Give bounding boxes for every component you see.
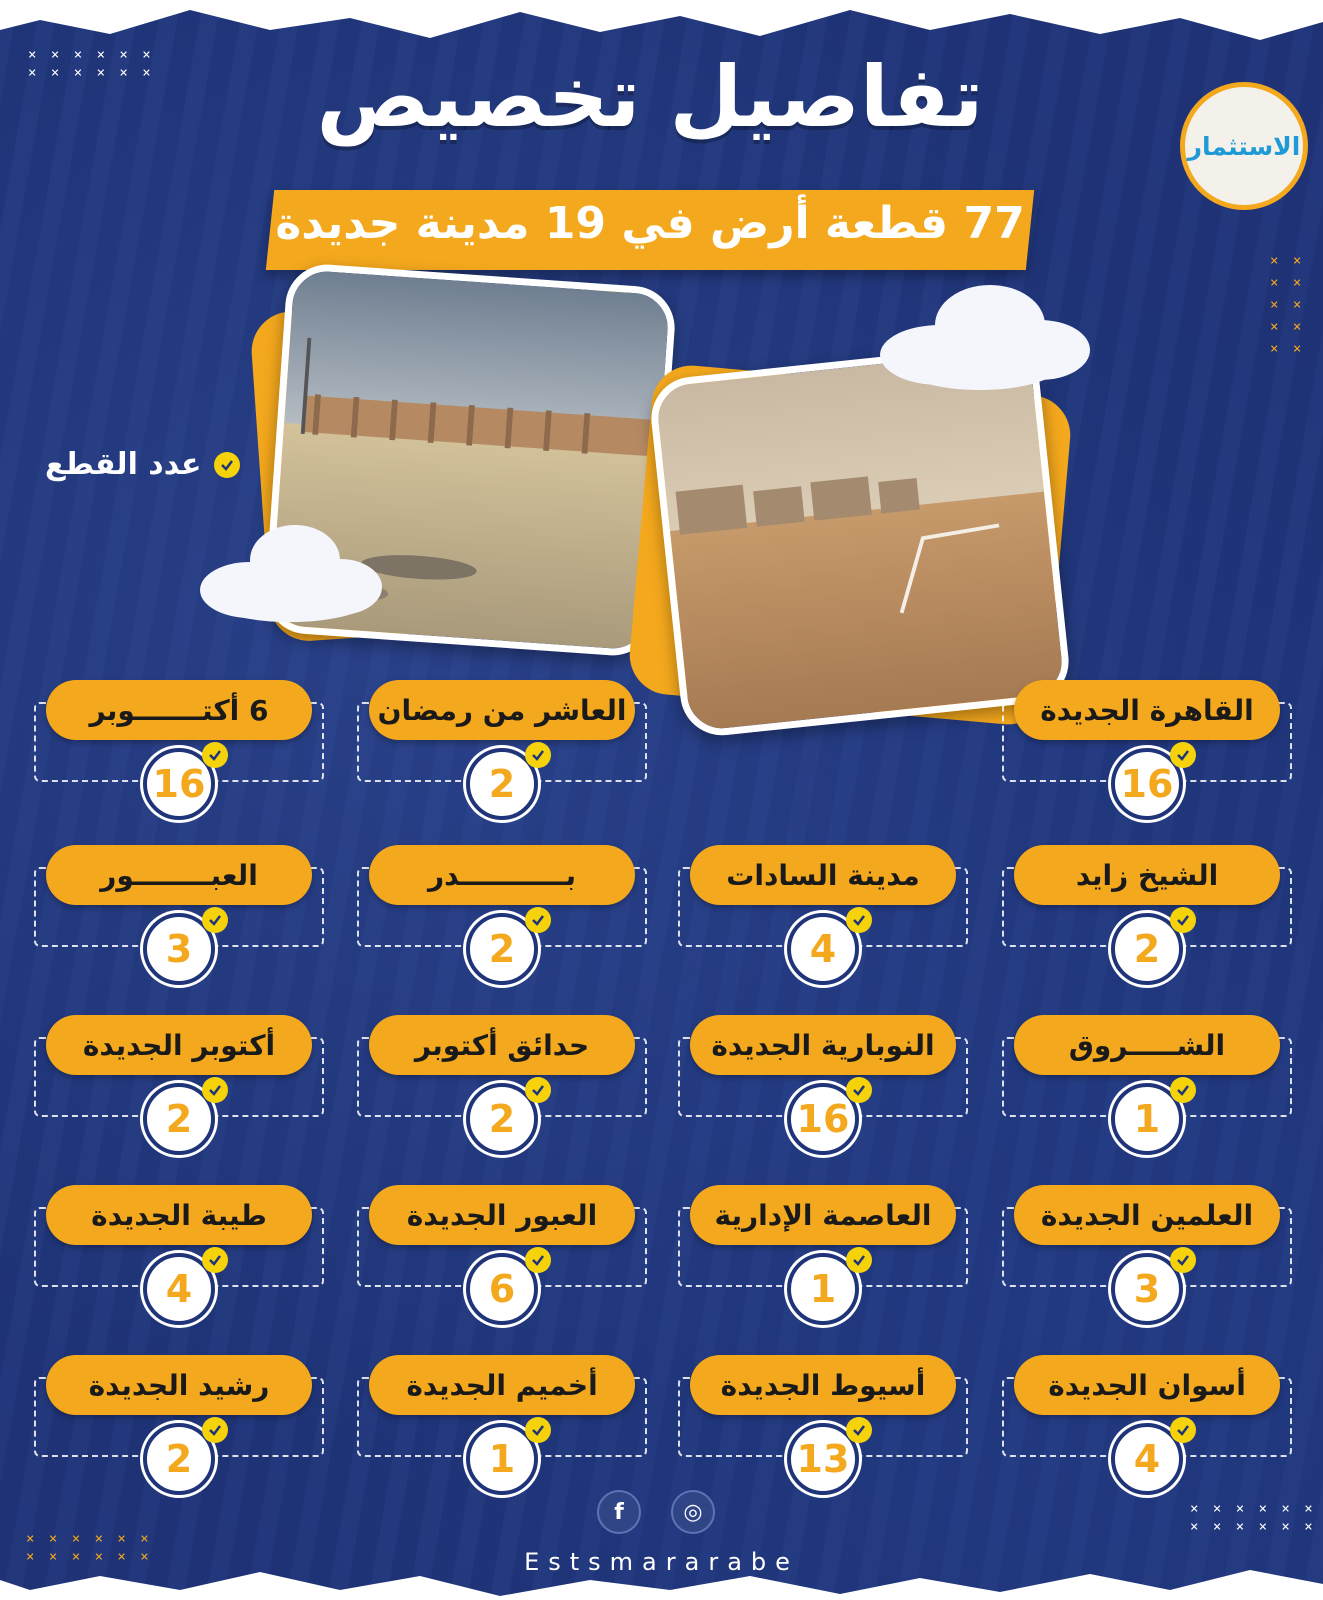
- city-name: العاصمة الإدارية: [714, 1198, 932, 1232]
- city-name: بـــــــــــدر: [427, 858, 577, 892]
- city-card: [1002, 680, 1292, 825]
- city-name: مدينة السادات: [726, 858, 920, 892]
- check-icon: [1170, 1247, 1196, 1273]
- decor-crosses-bottom-right: × × × × × × × × × × × ×: [1190, 1501, 1316, 1535]
- city-card: [1002, 1355, 1292, 1500]
- city-name: رشيد الجديدة: [88, 1368, 270, 1402]
- footer-brand: Estsmararabe: [524, 1548, 799, 1576]
- city-name: النوبارية الجديدة: [711, 1028, 935, 1062]
- check-icon: [846, 1077, 872, 1103]
- check-icon: [202, 1417, 228, 1443]
- city-name-pill: [46, 1355, 312, 1415]
- plot-count: 16: [1120, 762, 1174, 806]
- check-icon: [202, 907, 228, 933]
- plot-count: 6: [488, 1267, 516, 1311]
- check-icon: [1170, 1077, 1196, 1103]
- plot-count: 13: [796, 1437, 850, 1481]
- plot-count: 4: [1133, 1437, 1161, 1481]
- plot-count: 2: [1133, 927, 1161, 971]
- plot-count: 1: [488, 1437, 516, 1481]
- plot-count: 16: [796, 1097, 850, 1141]
- plot-count: 1: [1133, 1097, 1161, 1141]
- city-name-pill: [369, 680, 635, 740]
- decor-crosses-right: × × × × × × × × × ×: [1270, 253, 1305, 357]
- check-icon: [846, 907, 872, 933]
- city-name-pill: [46, 1015, 312, 1075]
- city-name-pill: [46, 845, 312, 905]
- city-name: أسوان الجديدة: [1048, 1368, 1246, 1402]
- city-card: [34, 680, 324, 825]
- city-name-pill: [690, 1015, 956, 1075]
- city-name: أخميم الجديدة: [406, 1368, 598, 1402]
- check-icon: [1170, 742, 1196, 768]
- city-name: العبــــــــور: [100, 858, 258, 892]
- city-name: حدائق أكتوبر: [414, 1028, 590, 1062]
- brand-logo[interactable]: [1180, 82, 1308, 210]
- check-icon: [1170, 1417, 1196, 1443]
- city-card: [678, 1355, 968, 1500]
- city-name: 6 أكتـــــــوبر: [89, 693, 269, 727]
- page-title: تفاصيل تخصيص: [316, 48, 984, 146]
- legend: [45, 447, 240, 482]
- check-icon: [525, 907, 551, 933]
- city-name: أكتوبر الجديدة: [82, 1028, 276, 1062]
- plot-count: 2: [165, 1437, 193, 1481]
- city-name-pill: [690, 1185, 956, 1245]
- city-name: الشيخ زايد: [1075, 858, 1219, 892]
- city-name-pill: [369, 1015, 635, 1075]
- city-name-pill: [369, 845, 635, 905]
- dribbble-icon[interactable]: ◎: [671, 1490, 715, 1534]
- city-card: [34, 1355, 324, 1500]
- decor-crosses-bottom-left: × × × × × × × × × × × ×: [26, 1531, 152, 1565]
- plot-count: 3: [1133, 1267, 1161, 1311]
- city-name: أسيوط الجديدة: [720, 1368, 926, 1402]
- plot-count: 1: [809, 1267, 837, 1311]
- check-icon: [525, 1247, 551, 1273]
- city-name-pill: [690, 845, 956, 905]
- city-card: [357, 1015, 647, 1160]
- plot-count: 2: [488, 762, 516, 806]
- city-card: [357, 680, 647, 825]
- city-name-pill: [369, 1355, 635, 1415]
- check-icon: [202, 1077, 228, 1103]
- city-card: [1002, 1185, 1292, 1330]
- city-name: العاشر من رمضان: [377, 693, 627, 727]
- city-name: الشـــــروق: [1068, 1028, 1226, 1062]
- plot-count: 3: [165, 927, 193, 971]
- check-icon: [525, 1417, 551, 1443]
- plot-count: 2: [488, 1097, 516, 1141]
- city-card: [34, 1185, 324, 1330]
- check-icon: [214, 452, 240, 478]
- check-icon: [846, 1417, 872, 1443]
- city-card: [678, 1185, 968, 1330]
- city-card: [34, 845, 324, 990]
- check-icon: [525, 1077, 551, 1103]
- plot-count: 2: [488, 927, 516, 971]
- check-icon: [202, 742, 228, 768]
- city-name: طيبة الجديدة: [91, 1198, 267, 1232]
- city-name: العلمين الجديدة: [1040, 1198, 1254, 1232]
- page-subtitle: 77 قطعة أرض في 19 مدينة جديدة: [275, 198, 1025, 249]
- city-name-pill: [1014, 1185, 1280, 1245]
- check-icon: [846, 1247, 872, 1273]
- city-card: [357, 845, 647, 990]
- plot-count: 2: [165, 1097, 193, 1141]
- plot-count: 4: [165, 1267, 193, 1311]
- check-icon: [1170, 907, 1196, 933]
- cloud-decoration-left: [190, 515, 390, 625]
- city-name-pill: [1014, 1355, 1280, 1415]
- city-card: [1002, 1015, 1292, 1160]
- city-name-pill: [369, 1185, 635, 1245]
- check-icon: [202, 1247, 228, 1273]
- city-card: [357, 1355, 647, 1500]
- decor-crosses-top-left: × × × × × × × × × × × ×: [28, 47, 154, 81]
- logo-text: الاستثمار: [1187, 131, 1301, 161]
- plot-count: 4: [809, 927, 837, 971]
- cloud-decoration-right: [870, 275, 1100, 395]
- city-card: [34, 1015, 324, 1160]
- city-card: [357, 1185, 647, 1330]
- city-name: القاهرة الجديدة: [1040, 693, 1254, 727]
- facebook-icon[interactable]: f: [597, 1490, 641, 1534]
- city-name-pill: [1014, 680, 1280, 740]
- city-card: [1002, 845, 1292, 990]
- city-name-pill: [1014, 845, 1280, 905]
- check-icon: [525, 742, 551, 768]
- city-name-pill: [1014, 1015, 1280, 1075]
- plot-count: 16: [152, 762, 206, 806]
- city-name: العبور الجديدة: [406, 1198, 598, 1232]
- city-name-pill: [690, 1355, 956, 1415]
- city-card: [678, 845, 968, 990]
- city-card: [678, 1015, 968, 1160]
- legend-label: عدد القطع: [45, 447, 202, 482]
- city-name-pill: [46, 1185, 312, 1245]
- city-name-pill: [46, 680, 312, 740]
